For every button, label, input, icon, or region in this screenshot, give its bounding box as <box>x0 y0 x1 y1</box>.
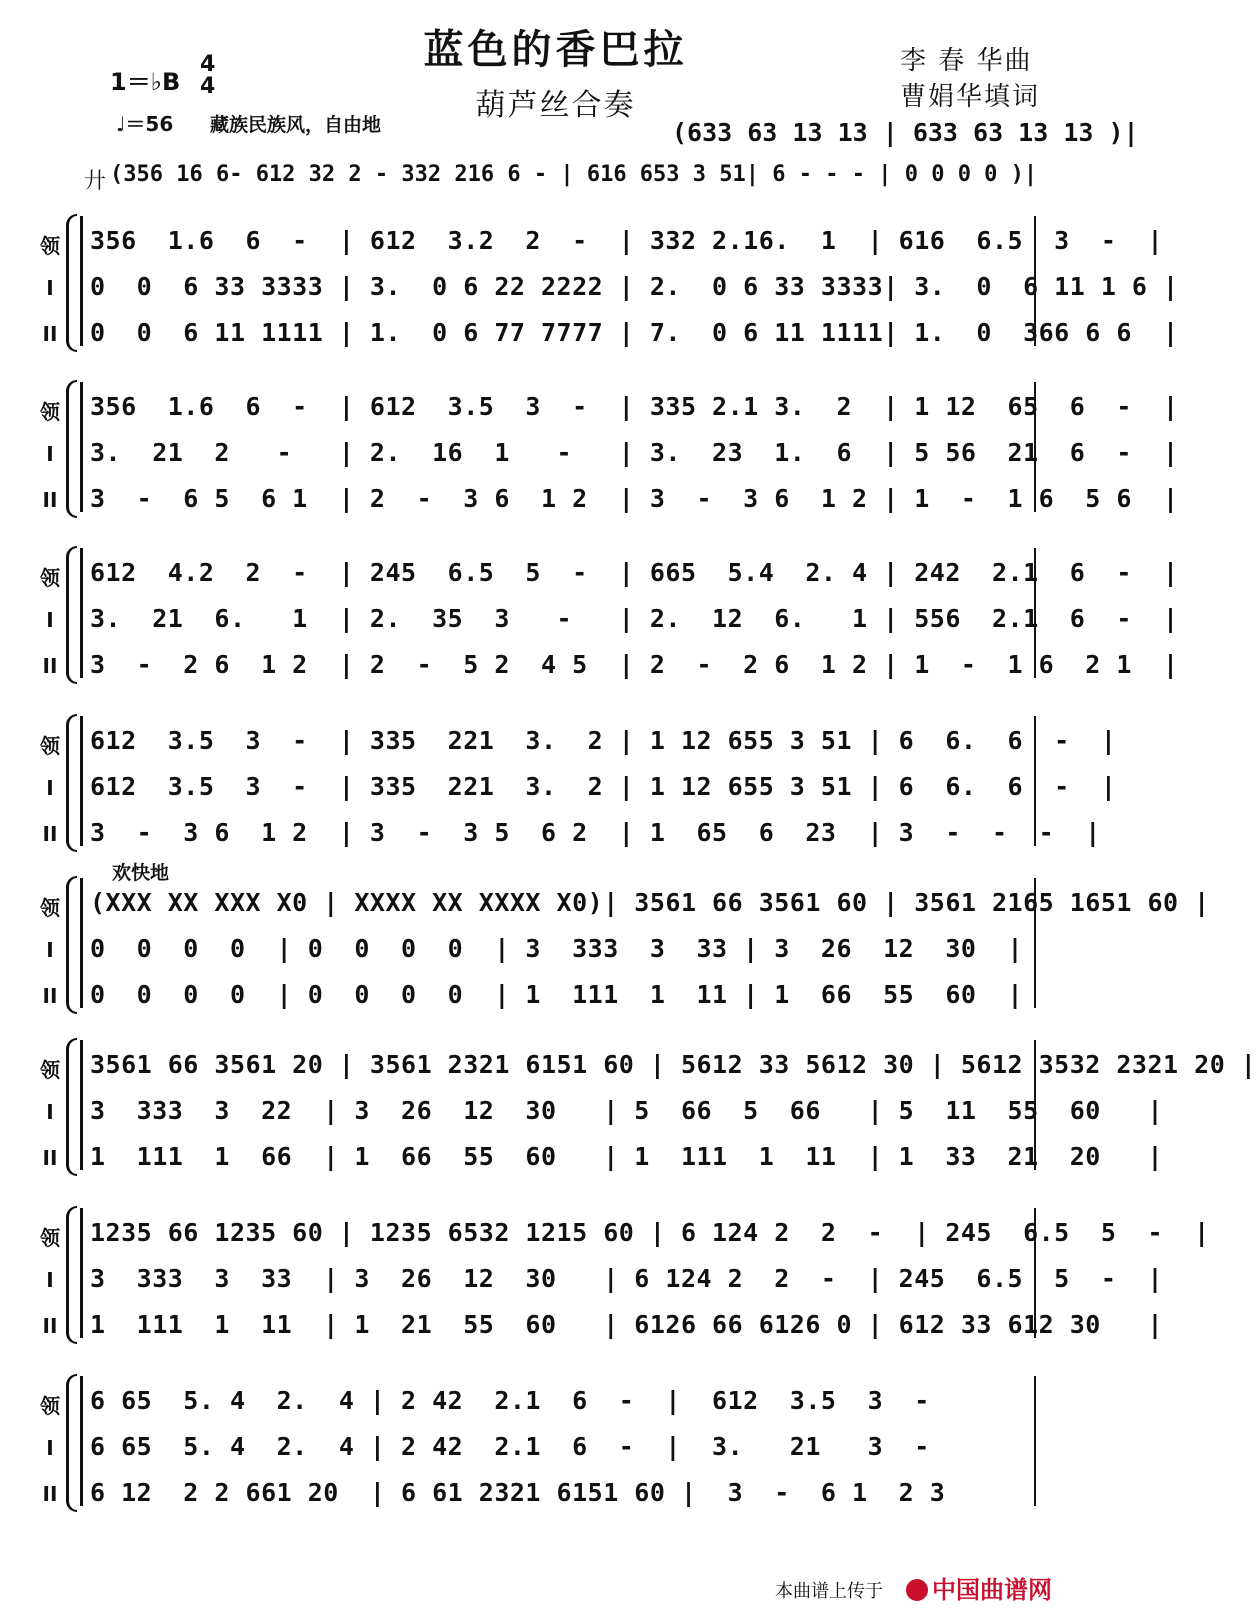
notation-row: 0 0 6 11 1111 | 1. 0 6 77 7777 | 7. 0 6 11 1111| 1. 0 366 6 6 | <box>90 318 1179 347</box>
system-barline <box>80 382 83 512</box>
notation-row: 612 3.5 3 - | 335 221 3. 2 | 1 12 655 3 51 | 6 6. 6 - | <box>90 726 1117 755</box>
score-subtitle: 葫芦丝合奏 <box>475 88 636 123</box>
part-label: I <box>46 1436 54 1460</box>
notation-row: 3 333 3 22 | 3 26 12 30 | 5 66 5 66 | 5 11 55 60 | <box>90 1096 1164 1125</box>
part-label: II <box>42 822 58 846</box>
system-barline <box>80 1376 83 1506</box>
system-barline <box>80 216 83 346</box>
notation-row: 1 111 1 11 | 1 21 55 60 | 6126 66 6126 0 | 612 33 612 30 | <box>90 1310 1164 1339</box>
part-label: II <box>42 654 58 678</box>
notation-row: 3. 21 2 - | 2. 16 1 - | 3. 23 1. 6 | 5 56 21 6 - | <box>90 438 1179 467</box>
score-system <box>0 538 1179 688</box>
score-system <box>0 706 1117 856</box>
score-system <box>0 1030 1256 1180</box>
notation-row: 6 65 5. 4 2. 4 | 2 42 2.1 6 - | 612 3.5 3 - <box>90 1386 961 1415</box>
system-barline <box>80 1040 83 1170</box>
part-label: 领 <box>40 566 60 590</box>
site-name: 中国曲谱网 <box>932 1576 1052 1604</box>
composer-credit: 李 春 华曲 <box>900 46 1033 76</box>
notation-row: 0 0 6 33 3333 | 3. 0 6 22 2222 | 2. 0 6 33 3333| 3. 0 6 11 1 6 | <box>90 272 1179 301</box>
system-barline <box>80 548 83 678</box>
notation-row: (XXX XX XXX X0 | XXXX XX XXXX X0)| 3561 66 3561 60 | 3561 2165 1651 60 | <box>90 888 1210 917</box>
system-end-barline <box>1034 1376 1036 1506</box>
part-label: I <box>46 1100 54 1124</box>
notation-row: 356 1.6 6 - | 612 3.5 3 - | 335 2.1 3. 2 | 1 12 65 6 - | <box>90 392 1179 421</box>
part-label: 领 <box>40 400 60 424</box>
part-label: II <box>42 1146 58 1170</box>
notation-row: 1235 66 1235 60 | 1235 6532 1215 60 | 6 124 2 2 - | 245 6.5 5 - | <box>90 1218 1210 1247</box>
notation-row: 3 - 6 5 6 1 | 2 - 3 6 1 2 | 3 - 3 6 1 2 | 1 - 1 6 5 6 | <box>90 484 1179 513</box>
part-label: II <box>42 1482 58 1506</box>
tempo-change-mark: 欢快地 <box>112 862 170 884</box>
style-note: 藏族民族风，自由地 <box>210 114 382 136</box>
part-label: 领 <box>40 734 60 758</box>
system-barline <box>80 1208 83 1338</box>
notation-row: 3 - 3 6 1 2 | 3 - 3 5 6 2 | 1 65 6 23 | 3 - - - | <box>90 818 1101 847</box>
score-system <box>0 1366 1111 1516</box>
meter-top: 4 <box>200 52 216 77</box>
ornament-marker: 廾 <box>84 169 107 194</box>
key-signature: 1＝♭B <box>110 68 181 96</box>
site-logo <box>906 1570 1052 1605</box>
notation-row: 3. 21 6. 1 | 2. 35 3 - | 2. 12 6. 1 | 556 2.1 6 - | <box>90 604 1179 633</box>
part-label: I <box>46 608 54 632</box>
site-logo-icon <box>906 1579 928 1601</box>
part-label: II <box>42 488 58 512</box>
part-label: II <box>42 322 58 346</box>
notation-row: 612 4.2 2 - | 245 6.5 5 - | 665 5.4 2. 4 | 242 2.1 6 - | <box>90 558 1179 587</box>
notation-row: 3 - 2 6 1 2 | 2 - 5 2 4 5 | 2 - 2 6 1 2 | 1 - 1 6 2 1 | <box>90 650 1179 679</box>
meter-bottom: 4 <box>200 74 216 99</box>
notation-row: 3561 66 3561 20 | 3561 2321 6151 60 | 5612 33 5612 30 | 5612 3532 2321 20 | <box>90 1050 1256 1079</box>
part-label: I <box>46 1268 54 1292</box>
score-system <box>0 372 1179 522</box>
notation-row: 6 12 2 2 661 20 | 6 61 2321 6151 60 | 3 - 6 1 2 3 <box>90 1478 977 1507</box>
system-barline <box>80 878 83 1008</box>
upload-note: 本曲谱上传于 <box>775 1581 883 1602</box>
part-label: I <box>46 442 54 466</box>
score-system <box>0 206 1179 356</box>
notation-row: 3 333 3 33 | 3 26 12 30 | 6 124 2 2 - | 245 6.5 5 - | <box>90 1264 1164 1293</box>
part-label: I <box>46 776 54 800</box>
notation-row: 0 0 0 0 | 0 0 0 0 | 3 333 3 33 | 3 26 12 30 | <box>90 934 1024 963</box>
score-system <box>0 1198 1210 1348</box>
notation-row: 6 65 5. 4 2. 4 | 2 42 2.1 6 - | 3. 21 3 - <box>90 1432 961 1461</box>
part-label: 领 <box>40 1058 60 1082</box>
score-system <box>0 862 1210 1018</box>
part-label: II <box>42 984 58 1008</box>
part-label: I <box>46 276 54 300</box>
intro-lower-line: (356 16 6- 612 32 2 - 332 216 6 - | 616 653 3 51| 6 - - - | 0 0 0 0 )| <box>110 162 1038 187</box>
part-label: 领 <box>40 1226 60 1250</box>
part-label: I <box>46 938 54 962</box>
part-label: 领 <box>40 234 60 258</box>
time-signature <box>200 54 215 98</box>
score-title: 蓝色的香巴拉 <box>423 26 688 73</box>
system-barline <box>80 716 83 846</box>
part-label: II <box>42 1314 58 1338</box>
part-label: 领 <box>40 1394 60 1418</box>
notation-row: 0 0 0 0 | 0 0 0 0 | 1 111 1 11 | 1 66 55 60 | <box>90 980 1024 1009</box>
notation-row: 1 111 1 66 | 1 66 55 60 | 1 111 1 11 | 1 33 21 20 | <box>90 1142 1164 1171</box>
tempo-mark: ♩＝56 <box>116 112 174 136</box>
intro-upper-line: (633 63 13 13 | 633 63 13 13 )| <box>672 118 1139 147</box>
part-label: 领 <box>40 896 60 920</box>
notation-row: 356 1.6 6 - | 612 3.2 2 - | 332 2.16. 1 | 616 6.5 3 - | <box>90 226 1164 255</box>
notation-row: 612 3.5 3 - | 335 221 3. 2 | 1 12 655 3 51 | 6 6. 6 - | <box>90 772 1117 801</box>
lyricist-credit: 曹娟华填词 <box>900 82 1041 112</box>
